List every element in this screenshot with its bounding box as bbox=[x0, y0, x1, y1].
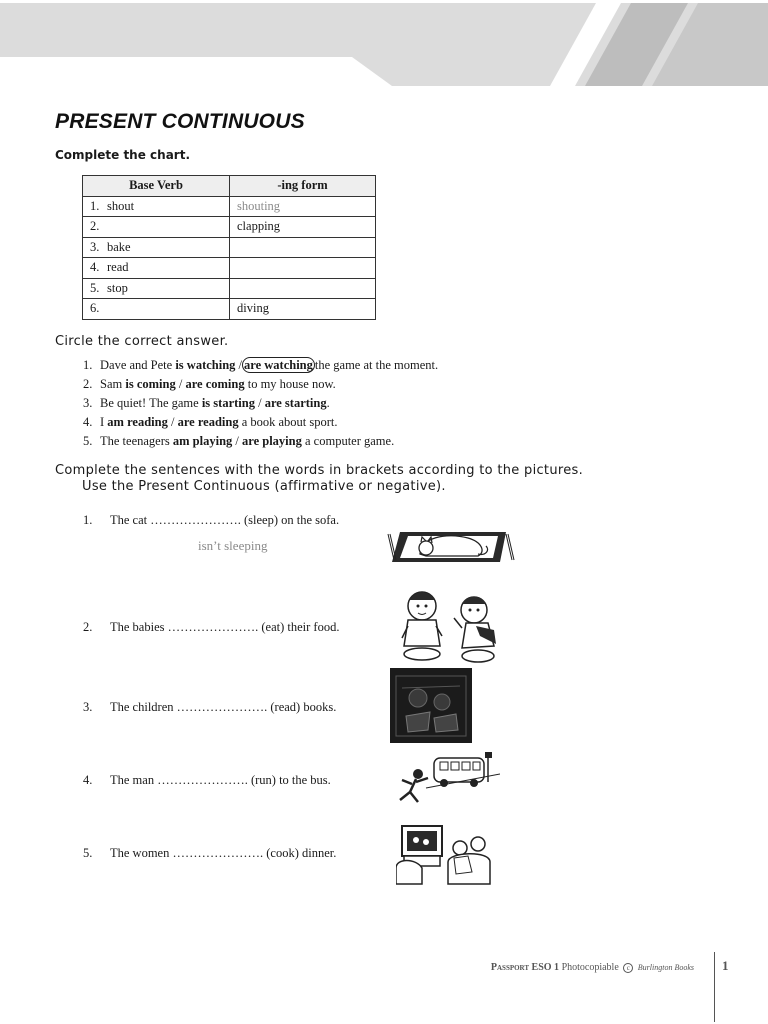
item-number: 2. bbox=[83, 377, 93, 391]
sentence-text: The children …………………. (read) books. bbox=[110, 700, 337, 714]
footer-credit bbox=[491, 962, 694, 973]
item-text: Sam bbox=[100, 377, 126, 391]
item-text: a computer game. bbox=[301, 434, 395, 448]
women-cooking-illustration bbox=[396, 822, 492, 888]
table-row bbox=[83, 278, 376, 299]
circle-list bbox=[83, 356, 438, 451]
table-row bbox=[83, 217, 376, 238]
item-text: I bbox=[100, 415, 108, 429]
row-number: 3. bbox=[90, 239, 100, 254]
item-number: 5. bbox=[83, 434, 93, 448]
sentence-item-5 bbox=[83, 846, 336, 861]
option-one[interactable]: am playing bbox=[172, 434, 233, 448]
option-two[interactable]: are coming bbox=[185, 377, 245, 391]
table-row bbox=[83, 196, 376, 217]
option-two[interactable]: are playing bbox=[242, 434, 302, 448]
item-text: . bbox=[326, 396, 330, 410]
series-name: Passport ESO 1 bbox=[490, 962, 560, 973]
instruction-line-1: Complete the sentences with the words in brackets according to the pictures. bbox=[55, 463, 584, 478]
ing-form[interactable] bbox=[230, 278, 376, 299]
row-number: 6. bbox=[90, 301, 100, 316]
row-number: 5. bbox=[90, 280, 100, 295]
item-text: the game at the moment. bbox=[314, 358, 439, 372]
ing-form[interactable] bbox=[230, 258, 376, 279]
sentence-text: The babies …………………. (eat) their food. bbox=[110, 620, 340, 634]
sentences-instruction bbox=[55, 463, 583, 495]
page-number: 1 bbox=[722, 958, 729, 973]
babies-eating-illustration bbox=[396, 586, 502, 666]
man-running-bus-illustration bbox=[396, 752, 500, 808]
sentence-item-2 bbox=[83, 620, 339, 635]
item-text: The teenagers bbox=[100, 434, 173, 448]
option-two-circled[interactable]: are watching bbox=[244, 358, 313, 372]
chart-instruction: Complete the chart. bbox=[55, 148, 191, 162]
ing-form[interactable]: shouting bbox=[230, 196, 376, 217]
page-title: PRESENT CONTINUOUS bbox=[55, 110, 305, 133]
sentence-text: The man …………………. (run) to the bus. bbox=[110, 773, 331, 787]
item-number: 4. bbox=[83, 415, 93, 429]
item-text: a book about sport. bbox=[238, 415, 338, 429]
list-item bbox=[83, 432, 438, 451]
base-verb: bake bbox=[107, 239, 131, 254]
row-number: 1. bbox=[90, 198, 100, 213]
base-verb: shout bbox=[107, 198, 135, 213]
header-base-verb: Base Verb bbox=[83, 176, 230, 197]
option-one[interactable]: am reading bbox=[107, 415, 168, 429]
sentence-item-1 bbox=[83, 513, 339, 528]
list-item bbox=[83, 356, 438, 375]
item-number: 4. bbox=[83, 773, 93, 787]
option-separator: / bbox=[167, 415, 178, 429]
base-verb: read bbox=[107, 260, 129, 275]
ing-form: diving bbox=[230, 299, 376, 320]
sentence-item-4 bbox=[83, 773, 331, 788]
copyright-icon: c bbox=[623, 963, 633, 973]
publisher-name: Burlington Books bbox=[637, 963, 694, 972]
option-separator: / bbox=[232, 434, 243, 448]
option-one[interactable]: is coming bbox=[125, 377, 176, 391]
ing-form: clapping bbox=[230, 217, 376, 238]
option-separator: / bbox=[235, 358, 243, 372]
footer-divider bbox=[714, 952, 715, 1022]
option-one[interactable]: is watching bbox=[175, 358, 236, 372]
option-two[interactable]: are reading bbox=[177, 415, 239, 429]
children-reading-illustration bbox=[390, 668, 472, 743]
sentence-text: The women …………………. (cook) dinner. bbox=[110, 846, 337, 860]
item-number: 5. bbox=[83, 846, 93, 860]
table-row bbox=[83, 237, 376, 258]
photocopiable-label: Photocopiable bbox=[561, 962, 619, 973]
base-verb: stop bbox=[107, 280, 128, 295]
option-one[interactable]: is starting bbox=[201, 396, 255, 410]
item-text: Dave and Pete bbox=[100, 358, 176, 372]
option-two[interactable]: are starting bbox=[264, 396, 327, 410]
item-text: to my house now. bbox=[244, 377, 336, 391]
item-number: 1. bbox=[83, 513, 93, 527]
item-text: Be quiet! The game bbox=[100, 396, 202, 410]
circle-instruction: Circle the correct answer. bbox=[55, 334, 229, 349]
item-number: 3. bbox=[83, 700, 93, 714]
ing-form[interactable] bbox=[230, 237, 376, 258]
list-item bbox=[83, 394, 438, 413]
table-row bbox=[83, 299, 376, 320]
sentence-text: The cat …………………. (sleep) on the sofa. bbox=[110, 513, 340, 527]
example-answer: isn’t sleeping bbox=[198, 538, 268, 553]
option-separator: / bbox=[175, 377, 186, 391]
verb-chart bbox=[82, 175, 376, 320]
list-item bbox=[83, 413, 438, 432]
option-separator: / bbox=[254, 396, 265, 410]
instruction-line-2: Use the Present Continuous (affirmative or negative). bbox=[82, 479, 446, 494]
header-ing-form: -ing form bbox=[230, 176, 376, 197]
item-number: 3. bbox=[83, 396, 93, 410]
table-row bbox=[83, 258, 376, 279]
item-number: 2. bbox=[83, 620, 93, 634]
header-banner bbox=[0, 0, 768, 90]
cat-on-rug-illustration bbox=[386, 520, 516, 568]
sentence-item-3 bbox=[83, 700, 336, 715]
item-number: 1. bbox=[83, 358, 93, 372]
list-item bbox=[83, 375, 438, 394]
row-number: 2. bbox=[90, 219, 100, 234]
row-number: 4. bbox=[90, 260, 100, 275]
